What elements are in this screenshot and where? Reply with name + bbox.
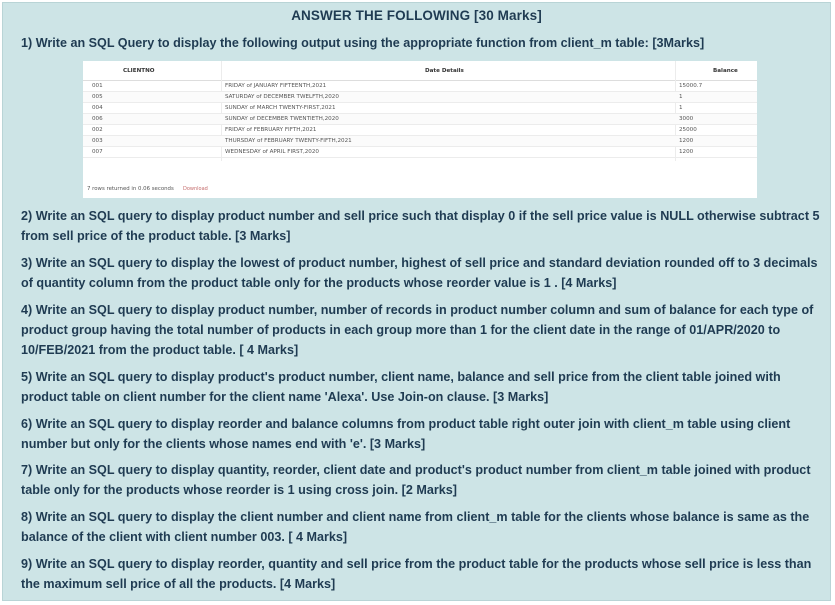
page-title: ANSWER THE FOLLOWING [30 Marks]: [291, 8, 542, 23]
table-row: [83, 103, 757, 114]
header-clientno: CLIENTNO: [123, 68, 155, 74]
table-row: [83, 114, 757, 125]
assignment-sheet: [2, 2, 831, 601]
result-table-image: [83, 61, 757, 198]
cell-balance: 15000.7: [679, 83, 703, 89]
cell-clientno: 005: [92, 94, 103, 100]
cell-date-details: WEDNESDAY of APRIL FIRST,2020: [225, 149, 319, 155]
cell-clientno: 001: [92, 83, 103, 89]
question-2: 2) Write an SQL query to display product number and sell price such that display 0 if the sell price value is NULL otherwise subtract 5 from sell price of the product table. [3 Marks]: [21, 209, 820, 243]
table-row: [83, 136, 757, 147]
cell-clientno: 002: [92, 127, 103, 133]
cell-date-details: SUNDAY of DECEMBER TWENTIETH,2020: [225, 116, 339, 122]
table-row: [83, 147, 757, 158]
question-1: 1) Write an SQL Query to display the following output using the appropriate function from client_m table: [3Marks]: [21, 36, 705, 50]
question-9: 9) Write an SQL query to display reorder, quantity and sell price from the product table for the products whose sell price is less than the maximum sell price of all the products. [4 Marks]: [21, 557, 812, 591]
question-5: 5) Write an SQL query to display product's product number, client name, balance and sell price from the client table joined with product table on client number for the client name 'Alexa'. Use Join-on clause. [3 Marks]: [21, 370, 781, 404]
cell-balance: 1200: [679, 149, 694, 155]
cell-clientno: 003: [92, 138, 103, 144]
cell-balance: 3000: [679, 116, 694, 122]
header-balance: Balance: [713, 68, 738, 74]
question-4: 4) Write an SQL query to display product number, number of records in product number column and sum of balance for each type of product group having the total number of products in each group more than 1 for the client date in the range of 01/APR/2020 to 10/FEB/2021 from the product table. [ 4 Marks]: [21, 303, 814, 357]
cell-balance: 25000: [679, 127, 697, 133]
rows-returned-text: 7 rows returned in 0.06 seconds: [87, 186, 174, 192]
cell-balance: 1200: [679, 138, 694, 144]
question-7: 7) Write an SQL query to display quantity, reorder, client date and product's product number from client_m table joined with product table only for the products whose reorder is 1 using cross join. [2 Marks]: [21, 463, 811, 497]
header-date-details: Date Details: [425, 68, 464, 74]
cell-date-details: FRIDAY of JANUARY FIFTEENTH,2021: [225, 83, 327, 89]
cell-clientno: 004: [92, 105, 103, 111]
table-row: [83, 92, 757, 103]
question-3: 3) Write an SQL query to display the lowest of product number, highest of sell price and standard deviation rounded off to 3 decimals of quantity column from the product table only for the products whose reorder value is 1 . [4 Marks]: [21, 256, 818, 290]
cell-clientno: 007: [92, 149, 103, 155]
download-link[interactable]: Download: [183, 186, 208, 192]
cell-date-details: THURSDAY of FEBRUARY TWENTY-FIFTH,2021: [225, 138, 352, 144]
table-row: [83, 125, 757, 136]
question-8: 8) Write an SQL query to display the client number and client name from client_m table for the clients whose balance is same as the balance of the client with client number 003. [ 4 Marks]: [21, 510, 810, 544]
cell-balance: 1: [679, 94, 683, 100]
cell-clientno: 006: [92, 116, 103, 122]
question-6: 6) Write an SQL query to display reorder and balance columns from product table right outer join with client_m table using client number but only for the clients whose names end with 'e'. [3 Marks]: [21, 417, 791, 451]
table-row: [83, 81, 757, 92]
cell-date-details: FRIDAY of FEBRUARY FIFTH,2021: [225, 127, 317, 133]
cell-date-details: SUNDAY of MARCH TWENTY-FIRST,2021: [225, 105, 336, 111]
cell-balance: 1: [679, 105, 683, 111]
cell-date-details: SATURDAY of DECEMBER TWELFTH,2020: [225, 94, 339, 100]
result-table-header: [83, 61, 757, 81]
